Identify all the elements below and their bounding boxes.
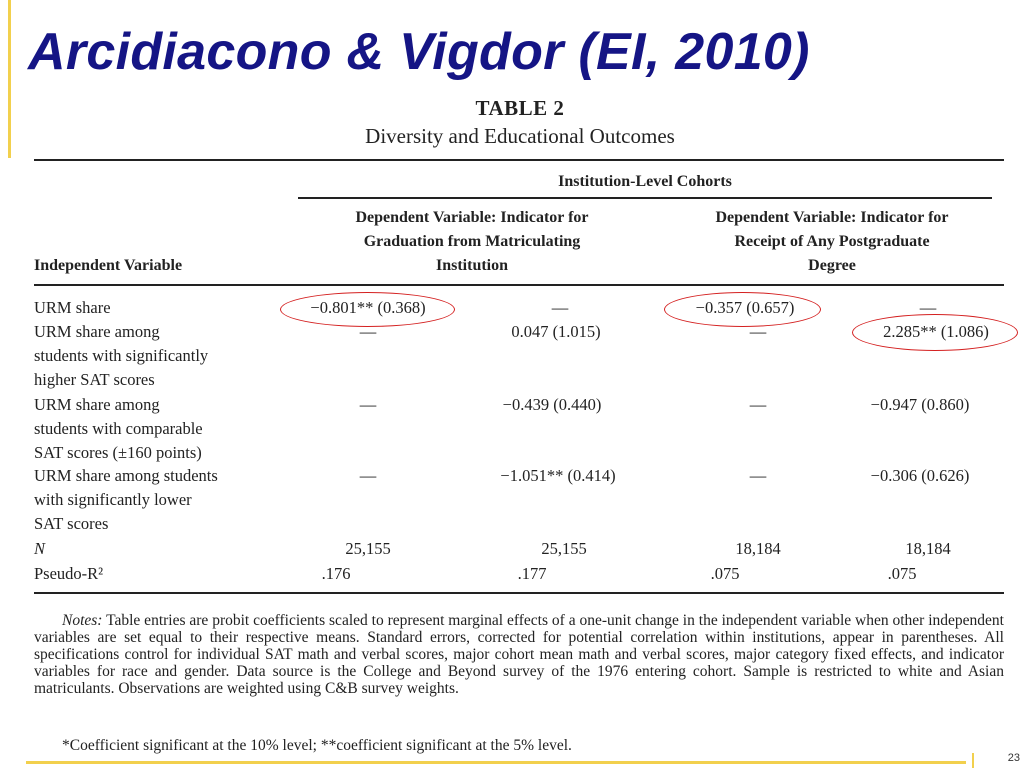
- accent-bar-bottom: [26, 761, 966, 764]
- row-label-n: [34, 537, 45, 561]
- slide-title: Arcidiacono & Vigdor (EI, 2010): [28, 23, 810, 81]
- header-rule: [34, 284, 1004, 286]
- table-cell: 18,184: [905, 539, 951, 558]
- table-cell: .075: [710, 564, 740, 583]
- table-cell: −0.439 (0.440): [502, 395, 602, 414]
- table-caption: Diversity and Educational Outcomes: [365, 124, 675, 148]
- table-cell: 0.047 (1.015): [511, 322, 601, 341]
- table-cell: —: [919, 298, 937, 317]
- table-cell: 25,155: [541, 539, 587, 558]
- row-label-line: students with comparable: [34, 419, 203, 438]
- row-label-line: URM share among students: [34, 466, 218, 485]
- accent-bar-right: [972, 753, 974, 768]
- row-label-line: URM share: [34, 298, 111, 317]
- table-cell: —: [359, 466, 377, 485]
- row-label-line: students with significantly: [34, 346, 209, 365]
- table-cell: −0.357 (0.657): [695, 298, 795, 317]
- highlight-ellipse: [280, 292, 455, 327]
- notes-text: Table entries are probit coefficients scaled to represent marginal effects of a one-unit change in the independent variable when other independent variables are set equal to their respective means. Standard errors, corrected for potential correlation within institutions, appear in parentheses. All specifications control for individual SAT math and verbal scores, major cohort mean math and verbal scores, major category fixed effects, and indicator variables for race and gender. Data source is the College and Beyond survey of the 1976 entering cohort. Sample is restricted to white and Asian matriculants. Observations are weighted using C&B survey weights.: [34, 612, 1004, 697]
- row-label-urm-share: [34, 296, 111, 320]
- row-label-line: URM share among: [34, 395, 160, 414]
- bottom-rule: [34, 592, 1004, 594]
- stub-header: Independent Variable: [34, 257, 183, 274]
- column-header-line: Graduation from Matriculating: [363, 233, 581, 250]
- significance-note: *Coefficient significant at the 10% level; **coefficient significant at the 5% level.: [62, 737, 572, 754]
- notes-label: Notes:: [62, 612, 103, 629]
- row-label-higher-sat: [34, 320, 208, 392]
- row-label-line: higher SAT scores: [34, 370, 155, 389]
- table-cell: .177: [517, 564, 547, 583]
- table-cell: 2.285** (1.086): [883, 322, 989, 341]
- table-cell: −0.947 (0.860): [870, 395, 970, 414]
- row-label-line: N: [34, 539, 46, 558]
- highlight-ellipse: [664, 292, 821, 327]
- column-header-line: Dependent Variable: Indicator for: [355, 209, 589, 226]
- highlight-ellipse: [852, 314, 1018, 351]
- table-cell: 18,184: [735, 539, 781, 558]
- row-label-lower-sat: [34, 464, 218, 536]
- table-notes: [34, 612, 1004, 697]
- table-cell: −0.801** (0.368): [310, 298, 426, 317]
- column-header-line: Receipt of Any Postgraduate: [734, 233, 930, 250]
- table-cell: —: [359, 322, 377, 341]
- row-label-comparable-sat: [34, 393, 203, 465]
- row-label-line: URM share among: [34, 322, 160, 341]
- table-cell: —: [359, 395, 377, 414]
- table-cell: —: [749, 466, 767, 485]
- table-number: TABLE 2: [475, 96, 565, 120]
- column-header-line: Institution: [435, 257, 509, 274]
- top-rule: [34, 159, 1004, 161]
- table-cell: −0.306 (0.626): [870, 466, 970, 485]
- row-label-pseudo-r2: [34, 562, 103, 586]
- row-label-line: with significantly lower: [34, 490, 192, 509]
- table-cell: —: [749, 395, 767, 414]
- column-header-line: Dependent Variable: Indicator for: [715, 209, 949, 226]
- table-cell: 25,155: [345, 539, 391, 558]
- column-header-postgraduate: [662, 206, 1002, 278]
- table-cell: —: [551, 298, 569, 317]
- row-label-line: SAT scores (±160 points): [34, 443, 202, 462]
- row-label-line: SAT scores: [34, 514, 109, 533]
- page-number: 23: [1007, 752, 1020, 764]
- column-header-line: Degree: [808, 257, 856, 274]
- table-cell: —: [749, 322, 767, 341]
- group-rule: [298, 197, 992, 199]
- group-header: Institution-Level Cohorts: [558, 173, 732, 190]
- row-label-line: Pseudo-R²: [34, 564, 104, 583]
- column-header-graduation: [298, 206, 646, 278]
- table-cell: .176: [321, 564, 351, 583]
- table-cell: .075: [887, 564, 917, 583]
- table-cell: −1.051** (0.414): [500, 466, 616, 485]
